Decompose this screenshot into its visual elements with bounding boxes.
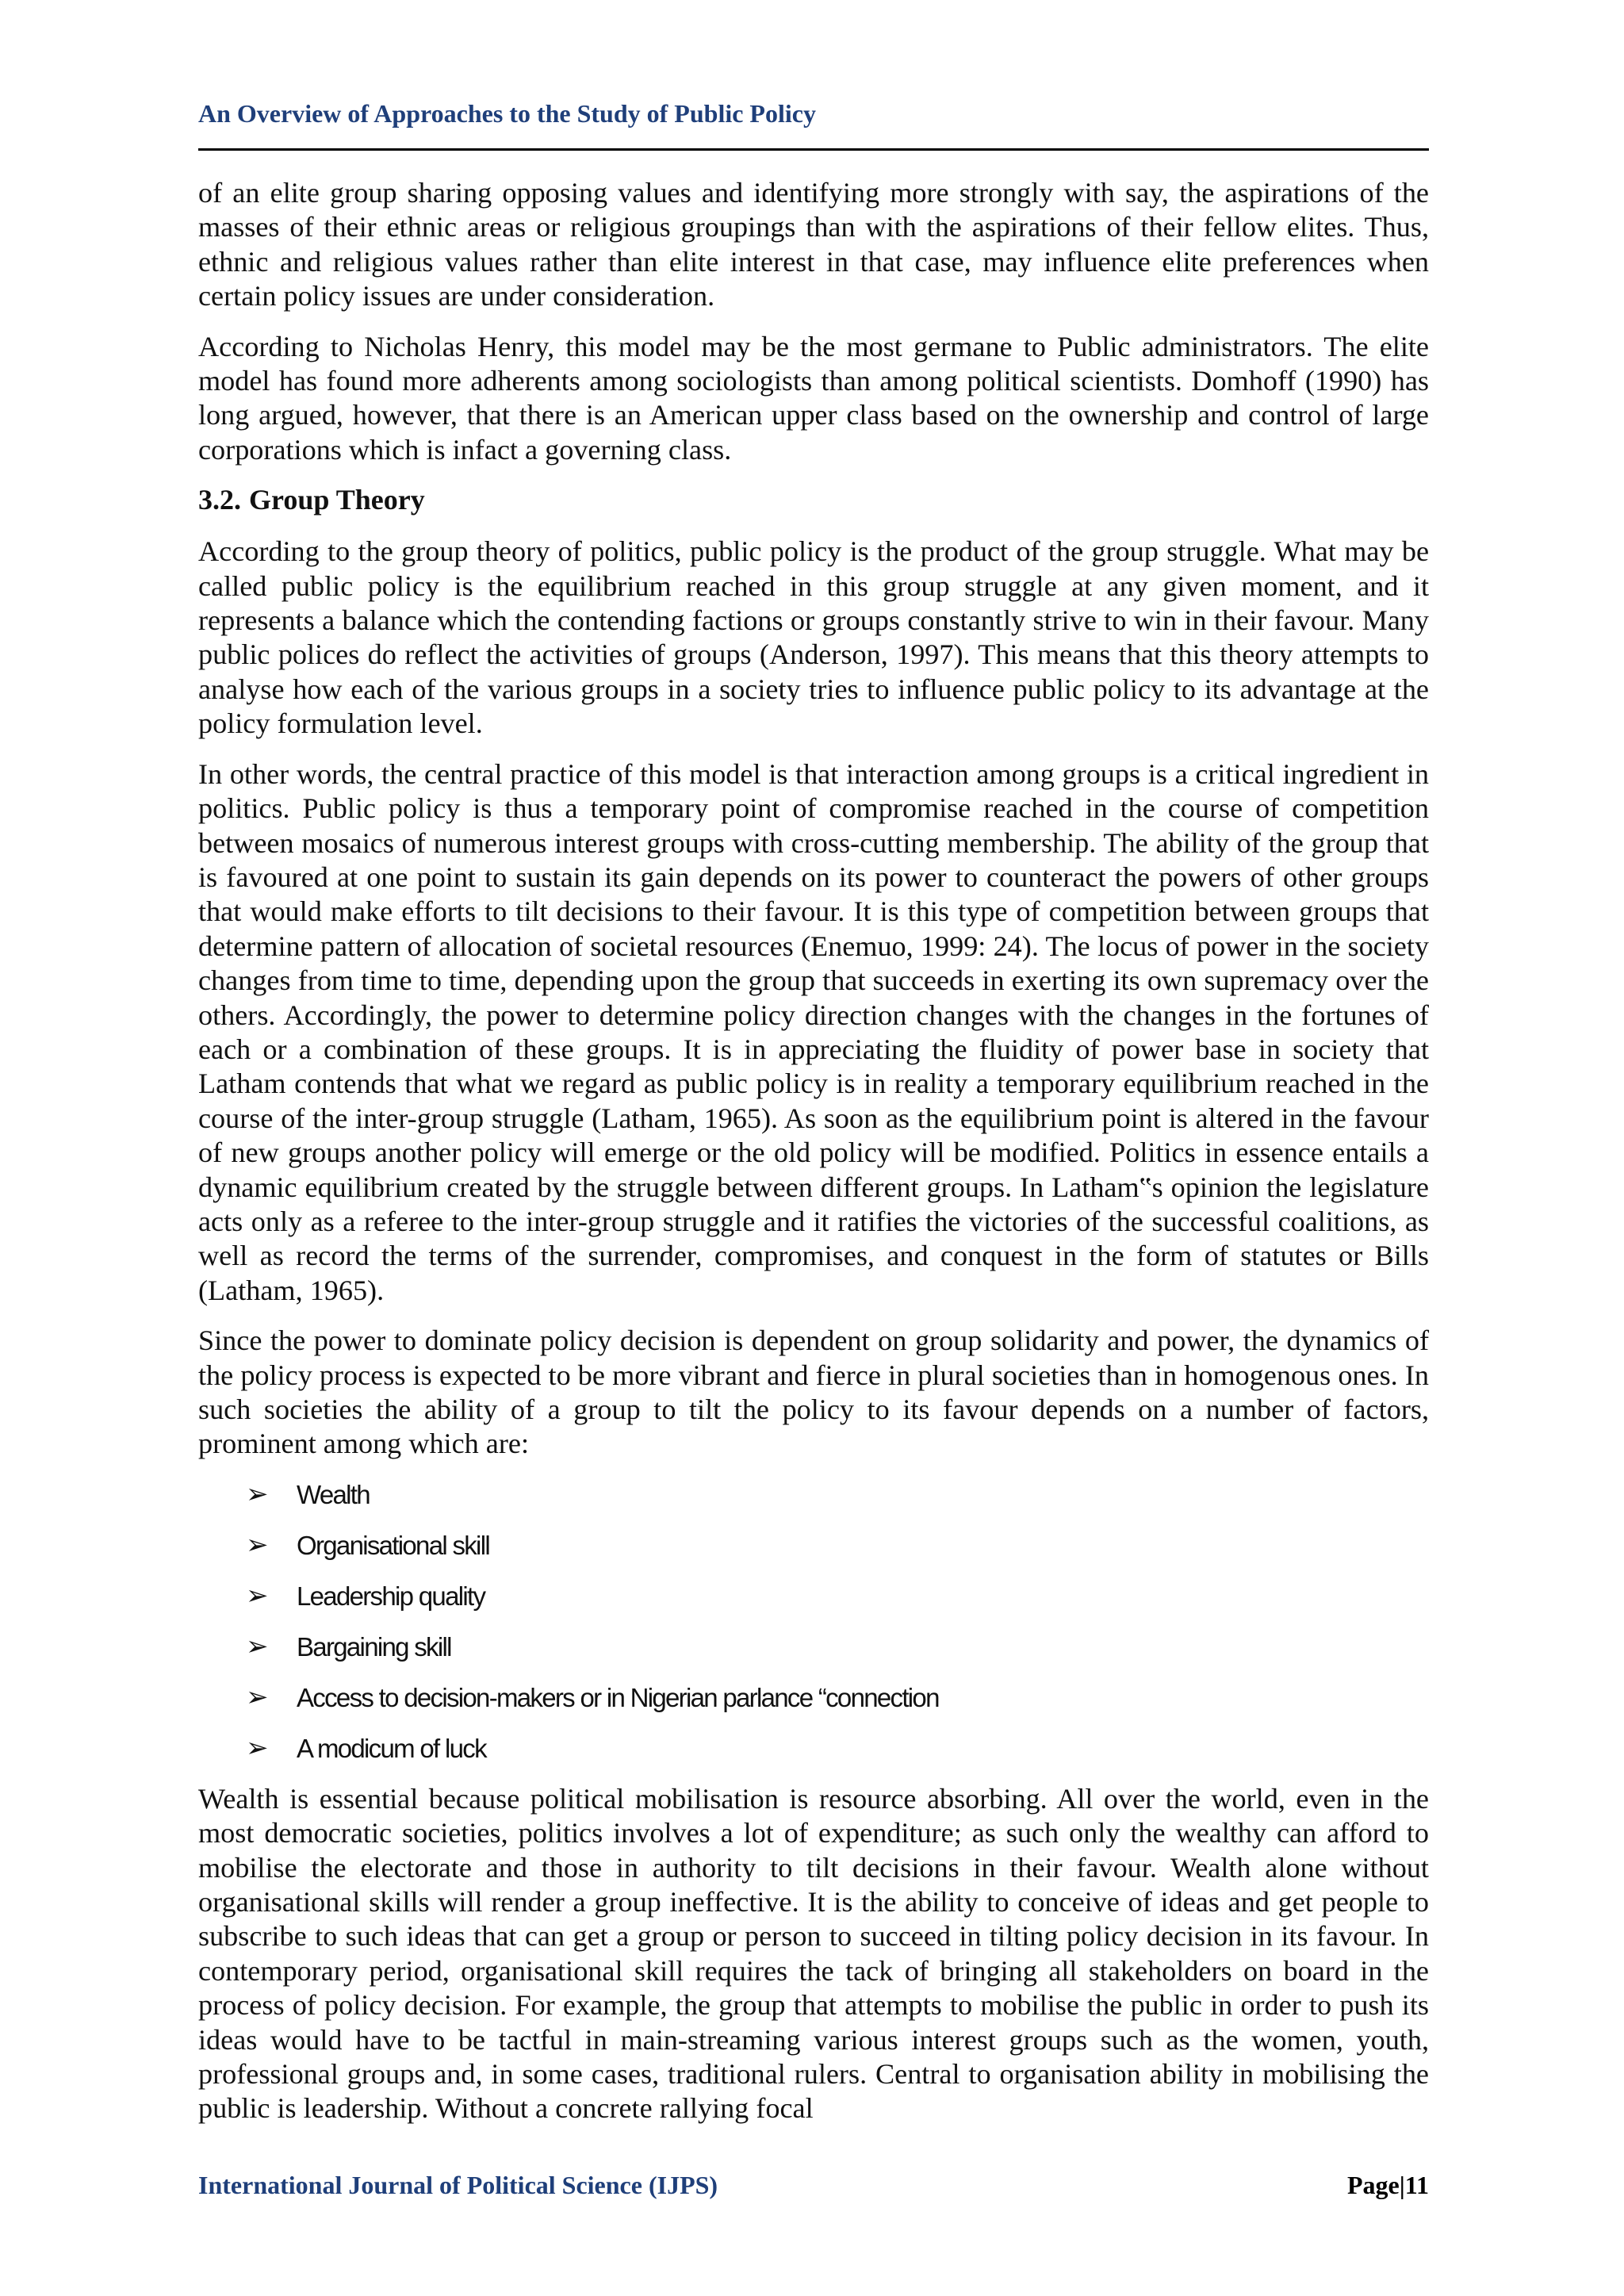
list-item xyxy=(246,1528,1429,1562)
list-item xyxy=(246,1630,1429,1664)
body-text xyxy=(198,176,1429,2142)
paragraph: of an elite group sharing opposing values and identifying more strongly with say, the aspirations of the masses of their ethnic areas or religious groupings than with the aspirations of their fellow elites. Thus, ethnic and religious values rather than elite interest in that case, may influence elite preferences when certain policy issues are under consideration. xyxy=(198,177,1429,312)
list-item xyxy=(246,1731,1429,1765)
list-item-text: Access to decision-makers or in Nigerian parlance “connection xyxy=(297,1682,939,1712)
list-item-text: Wealth xyxy=(297,1479,370,1509)
section-heading xyxy=(198,483,1429,517)
arrow-bullet-icon: ➢ xyxy=(246,1478,269,1510)
arrow-bullet-icon: ➢ xyxy=(246,1579,269,1612)
arrow-bullet-icon: ➢ xyxy=(246,1528,269,1561)
list-item-text: Bargaining skill xyxy=(297,1631,451,1662)
running-footer xyxy=(198,2169,1429,2201)
paragraph: According to Nicholas Henry, this model may be the most germane to Public administrators. The elite model has found more adherents among sociologists than among political scientists. Domhoff (1990) has long argued, however, that there is an American upper class based on the ownership and control of large corporations which is infact a governing class. xyxy=(198,330,1429,466)
section-title: Group Theory xyxy=(249,484,425,516)
arrow-bullet-icon: ➢ xyxy=(246,1731,269,1764)
list-item-text: A modicum of luck xyxy=(297,1733,486,1763)
arrow-bullet-icon: ➢ xyxy=(246,1630,269,1662)
section-number: 3.2. xyxy=(198,484,241,516)
paragraph: In other words, the central practice of this model is that interaction among groups is a critical ingredient in politics. Public policy is thus a temporary point of compromise reached in the course of competition between mosaics of numerous interest groups with cross-cutting membership. The ability of the group that is favoured at one point to sustain its gain depends on its power to counteract the powers of other groups that would make efforts to tilt decisions to their favour. It is this type of competition between groups that determine pattern of allocation of societal resources (Enemuo, 1999: 24). The locus of power in the society changes from time to time, depending upon the group that succeeds in exerting its own supremacy over the others. Accordingly, the power to determine policy direction changes with the changes in the fortunes of each or a combination of these groups. It is in appreciating the fluidity of power base in society that Latham contends that what we regard as public policy is in reality a temporary equilibrium reached in the course of the inter-group struggle (Latham, 1965). As soon as the equilibrium point is altered in the favour of new groups another policy will emerge or the old policy will be modified. Politics in essence entails a dynamic equilibrium created by the struggle between different groups. In Latham‟s opinion the legislature acts only as a referee to the inter-group struggle and it ratifies the victories of the successful coalitions, as well as record the terms of the surrender, compromises, and conquest in the form of statutes or Bills (Latham, 1965). xyxy=(198,757,1429,1306)
page-number: Page|11 xyxy=(1346,2171,1429,2199)
list-item-text: Organisational skill xyxy=(297,1530,489,1560)
list-item xyxy=(246,1579,1429,1613)
paragraph: Wealth is essential because political mobilisation is resource absorbing. All over the world, even in the most democratic societies, politics involves a lot of expenditure; as such only the wealthy can afford to mobilise the electorate and those in authority to tilt decisions in their favour. Wealth alone without organisational skills will render a group ineffective. It is the ability to conceive of ideas and get people to subscribe to such ideas that can get a group or person to succeed in tilting policy decision in its favour. In contemporary period, organisational skill requires the tack of bringing all stakeholders on board in the process of policy decision. For example, the group that attempts to mobilise the public in order to push its ideas would have to be tactful in main-streaming various interest groups such as the women, youth, professional groups and, in some cases, traditional rulers. Central to organisation ability in mobilising the public is leadership. Without a concrete rallying focal xyxy=(198,1782,1429,2125)
header-divider xyxy=(198,148,1429,151)
footer-journal-name: International Journal of Political Science (IJPS) xyxy=(198,2171,718,2199)
factors-list xyxy=(198,1478,1429,1765)
list-item-text: Leadership quality xyxy=(297,1581,485,1611)
paragraph: According to the group theory of politics, public policy is the product of the group struggle. What may be called public policy is the equilibrium reached in this group struggle at any given moment, and it represents a balance which the contending factions or groups constantly strive to win in their favour. Many public polices do reflect the activities of groups (Anderson, 1997). This means that this theory attempts to analyse how each of the various groups in a society tries to influence public policy to its advantage at the policy formulation level. xyxy=(198,535,1429,740)
document-page xyxy=(198,0,1429,2296)
running-header-title: An Overview of Approaches to the Study of Public Policy xyxy=(198,99,816,128)
arrow-bullet-icon: ➢ xyxy=(246,1681,269,1713)
paragraph: Since the power to dominate policy decision is dependent on group solidarity and power, the dynamics of the policy process is expected to be more vibrant and fierce in plural societies than in homogenous ones. In such societies the ability of a group to tilt the policy to its favour depends on a number of factors, prominent among which are: xyxy=(198,1324,1429,1460)
list-item xyxy=(246,1681,1429,1715)
list-item xyxy=(246,1478,1429,1512)
